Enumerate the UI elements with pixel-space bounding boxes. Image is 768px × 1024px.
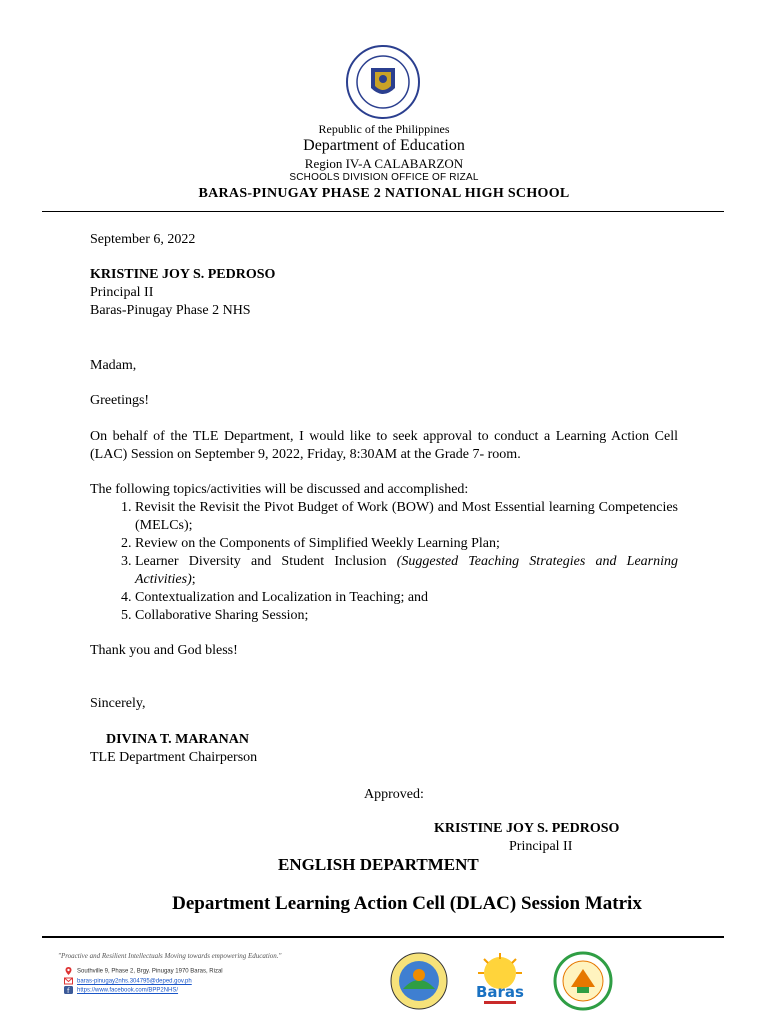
topic-text: Learner Diversity and Student Inclusion [135, 554, 387, 569]
matrix-title: Department Learning Action Cell (DLAC) Session Matrix [172, 893, 642, 914]
topics-intro: The following topics/activities will be discussed and accomplished: [90, 482, 469, 497]
deped-seal-logo [345, 44, 421, 120]
topic-item: 1. Revisit the Revisit the Pivot Budget of Work (BOW) and Most Essential learning Competencies (MELCs); [135, 499, 678, 535]
topic-item: 4. Contextualization and Localization in Teaching; and [135, 589, 678, 607]
approver-title: Principal II [509, 839, 573, 854]
sender-title: TLE Department Chairperson [90, 750, 258, 765]
topics-list [90, 499, 678, 625]
topic-item: 5. Collaborative Sharing Session; [135, 607, 678, 625]
topic-item: 2. Review on the Components of Simplified Weekly Learning Plan; [135, 535, 678, 553]
baras-town-logo [470, 951, 530, 1011]
mail-icon [64, 977, 73, 985]
facebook-link[interactable]: https://www.facebook.com/BPP2NHS/ [77, 987, 179, 994]
sender-name: DIVINA T. MARANAN [106, 732, 249, 747]
department-name: Department of Education [303, 137, 465, 154]
school-motto: "Proactive and Resilient Intellectuals Moving towards empowering Education." [58, 952, 282, 960]
location-pin-icon [64, 967, 73, 975]
recipient-name: KRISTINE JOY S. PEDROSO [90, 267, 276, 282]
sincerely: Sincerely, [90, 696, 146, 711]
school-name: BARAS-PINUGAY PHASE 2 NATIONAL HIGH SCHOOL [198, 186, 570, 201]
baras-logo-text: Baras [475, 983, 525, 1001]
letter-date: September 6, 2022 [90, 232, 196, 247]
topic-end: ; [191, 572, 196, 587]
salutation: Madam, [90, 358, 137, 373]
address-row [64, 967, 223, 975]
header-divider [42, 211, 724, 212]
email-link[interactable]: baras-pinugay2nhs.304795@deped.gov.ph [77, 978, 192, 985]
email-row [64, 977, 192, 985]
svg-text:f: f [67, 987, 70, 994]
address-text: Southville 9, Phase 2, Brgy. Pinugay 1970 Baras, Rizal [77, 968, 223, 975]
greeting: Greetings! [90, 393, 150, 408]
school-logo-3 [553, 951, 613, 1011]
topics-list-container [90, 499, 678, 625]
recipient-title: Principal II [90, 285, 154, 300]
school-logo-1 [389, 951, 449, 1011]
region-label: Region IV-A CALABARZON [304, 156, 464, 171]
request-paragraph: On behalf of the TLE Department, I would like to seek approval to conduct a Learning Action Cell (LAC) Session on September 9, 2022, Friday, 8:30AM at the Grade 7- room. [90, 429, 678, 462]
topic-italic-note: (Suggested Teaching Strategies and Learning Activities) [135, 554, 679, 587]
division-label: SCHOOLS DIVISION OFFICE OF RIZAL [289, 172, 479, 183]
republic-label: Republic of the Philippines [318, 122, 450, 136]
department-heading: ENGLISH DEPARTMENT [278, 855, 479, 874]
facebook-row [64, 986, 178, 994]
topic-item [135, 553, 678, 589]
footer-divider [42, 936, 724, 938]
facebook-icon [64, 986, 73, 994]
approver-name: KRISTINE JOY S. PEDROSO [434, 821, 620, 836]
approved-label: Approved: [364, 787, 424, 802]
closing-thanks: Thank you and God bless! [90, 643, 238, 658]
recipient-school: Baras-Pinugay Phase 2 NHS [90, 303, 251, 318]
